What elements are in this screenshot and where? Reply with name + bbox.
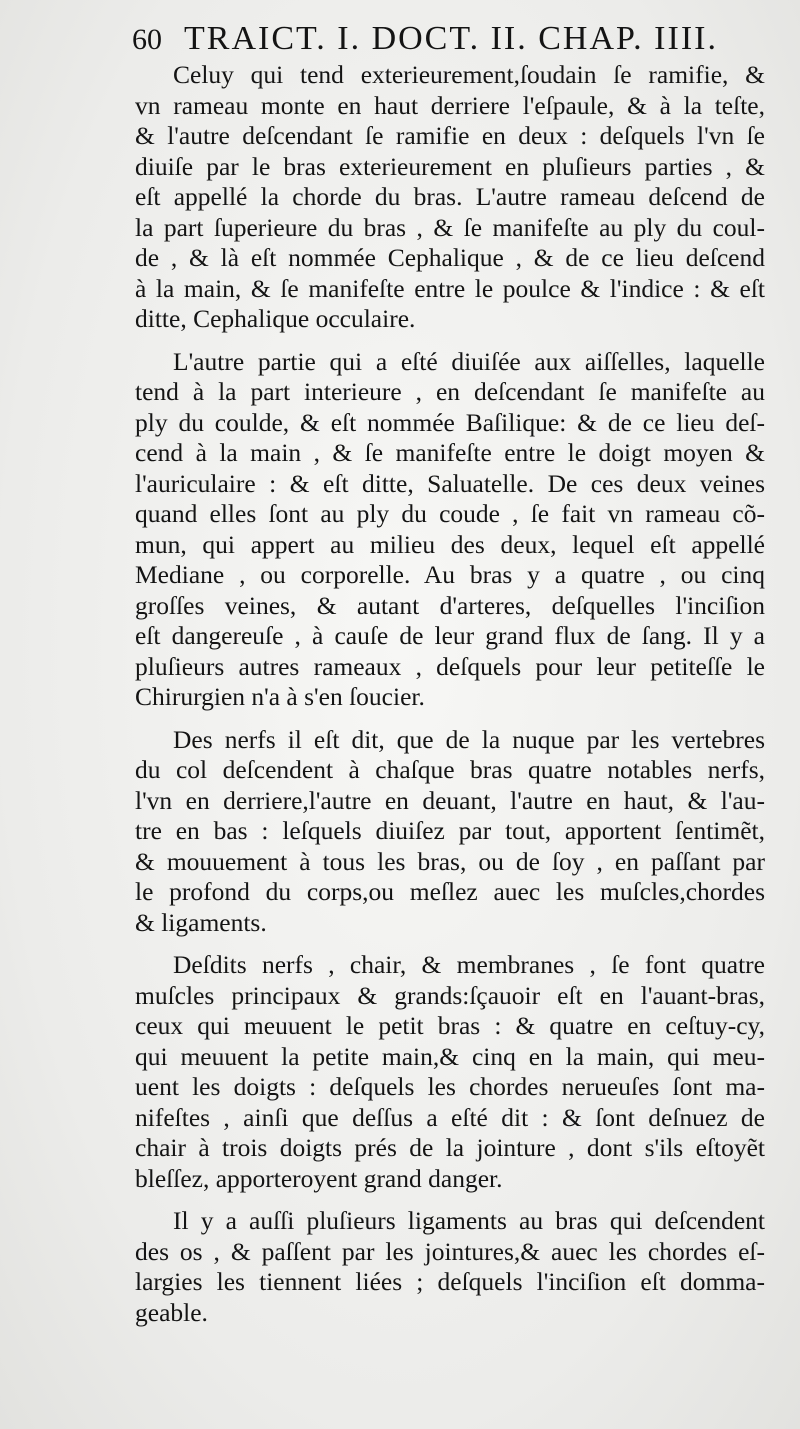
- paragraph-gap: [135, 938, 765, 950]
- paragraph: [135, 950, 765, 1194]
- text-line: l'auriculaire : & eſt ditte, Saluatelle. De ces deux veines: [135, 468, 765, 498]
- text-line: du col deſcendent à chaſque bras quatre notables nerfs,: [135, 755, 765, 784]
- text-line: des os , & paſſent par les jointures,& auec les chordes eſ-: [135, 1236, 765, 1266]
- text-line: Mediane , ou corporelle. Au bras y a quatre , ou cinq: [135, 560, 765, 589]
- text-line: le profond du corps,ou meſlez auec les muſcles,chordes: [135, 877, 765, 906]
- text-line: & mouuement à tous les bras, ou de ſoy , en paſſant par: [135, 846, 765, 876]
- paragraph: [135, 347, 765, 713]
- text-line: & l'autre deſcendant ſe ramifie en deux : deſquels l'vn ſe: [135, 121, 765, 150]
- paragraph-gap: [135, 335, 765, 347]
- text-line: tend à la part interieure , en deſcendant ſe manifeſte au: [135, 377, 765, 406]
- text-line: largies les tiennent liées ; deſquels l'inciſion eſt domma-: [135, 1267, 765, 1296]
- text-line: nifeſtes , ainſi que deſſus a eſté dit : & ſont deſnuez de: [135, 1102, 765, 1132]
- text-line: Chirurgien n'a à s'en ſoucier.: [135, 682, 425, 711]
- text-line: groſſes veines, & autant d'arteres, deſquelles l'inciſion: [135, 590, 765, 620]
- text-line: muſcles principaux & grands:ſçauoir eſt en l'auant-bras,: [135, 980, 765, 1010]
- text-line: quand elles ſont au ply du coude , ſe fait vn rameau cõ-: [135, 499, 765, 528]
- page-number: 60: [132, 23, 162, 56]
- text-line: ditte, Cephalique occulaire.: [135, 304, 416, 333]
- text-line: qui meuuent la petite main,& cinq en la main, qui meu-: [135, 1041, 765, 1071]
- text-line: ceux qui meuuent le petit bras : & quatre en ceſtuy-cy,: [135, 1011, 765, 1040]
- text-line: eſt dangereuſe , à cauſe de leur grand flux de ſang. Il y a: [135, 621, 765, 650]
- text-line: diuiſe par le bras exterieurement en pluſieurs parties , &: [135, 151, 765, 181]
- text-line: l'vn en derriere,l'autre en deuant, l'autre en haut, & l'au-: [135, 785, 765, 815]
- text-line: uent les doigts : deſquels les chordes nerueuſes ſont ma-: [135, 1072, 765, 1101]
- paragraph: [135, 60, 765, 335]
- text-line: ply du coulde, & eſt nommée Baſilique: & de ce lieu deſ-: [135, 407, 765, 437]
- paragraph: [135, 1206, 765, 1328]
- text-line: L'autre partie qui a eſté diuiſée aux aiſſelles, laquelle: [173, 346, 765, 376]
- text-line: vn rameau monte en haut derriere l'eſpaule, & à la teſte,: [135, 90, 765, 120]
- text-line: & ligaments.: [135, 907, 267, 937]
- text-line: tre en bas : leſquels diuiſez par tout, apportent ſentimẽt,: [135, 816, 765, 845]
- paragraph-gap: [135, 1194, 765, 1206]
- text-line: geable.: [135, 1297, 208, 1327]
- text-line: la part ſuperieure du bras , & ſe manifeſte au ply du coul-: [135, 212, 765, 242]
- paragraph: [135, 725, 765, 939]
- body-text: [135, 60, 765, 1328]
- text-line: chair à trois doigts prés de la jointure , dont s'ils eſtoyẽt: [135, 1133, 765, 1162]
- text-line: de , & là eſt nommée Cephalique , & de ce lieu deſcend: [135, 243, 765, 272]
- text-line: Deſdits nerfs , chair, & membranes , ſe font quatre: [173, 950, 765, 979]
- text-line: Celuy qui tend exterieurement,ſoudain ſe ramifie, &: [173, 60, 765, 89]
- text-line: cend à la main , & ſe manifeſte entre le doigt moyen &: [135, 438, 765, 467]
- text-line: à la main, & ſe manifeſte entre le poulce & l'indice : & eſt: [135, 273, 765, 303]
- text-line: eſt appellé la chorde du bras. L'autre rameau deſcend de: [135, 182, 765, 211]
- text-line: Des nerfs il eſt dit, que de la nuque par les vertebres: [173, 724, 765, 754]
- text-line: pluſieurs autres rameaux , deſquels pour leur petiteſſe le: [135, 651, 765, 681]
- paragraph-gap: [135, 713, 765, 725]
- running-header: [132, 20, 764, 64]
- text-line: bleſſez, apporteroyent grand danger.: [135, 1163, 503, 1193]
- running-title: TRAICT. I. DOCT. II. CHAP. IIII.: [184, 20, 718, 57]
- text-line: Il y a auſſi pluſieurs ligaments au bras qui deſcendent: [173, 1206, 765, 1235]
- text-line: mun, qui appert au milieu des deux, lequel eſt appellé: [135, 529, 765, 559]
